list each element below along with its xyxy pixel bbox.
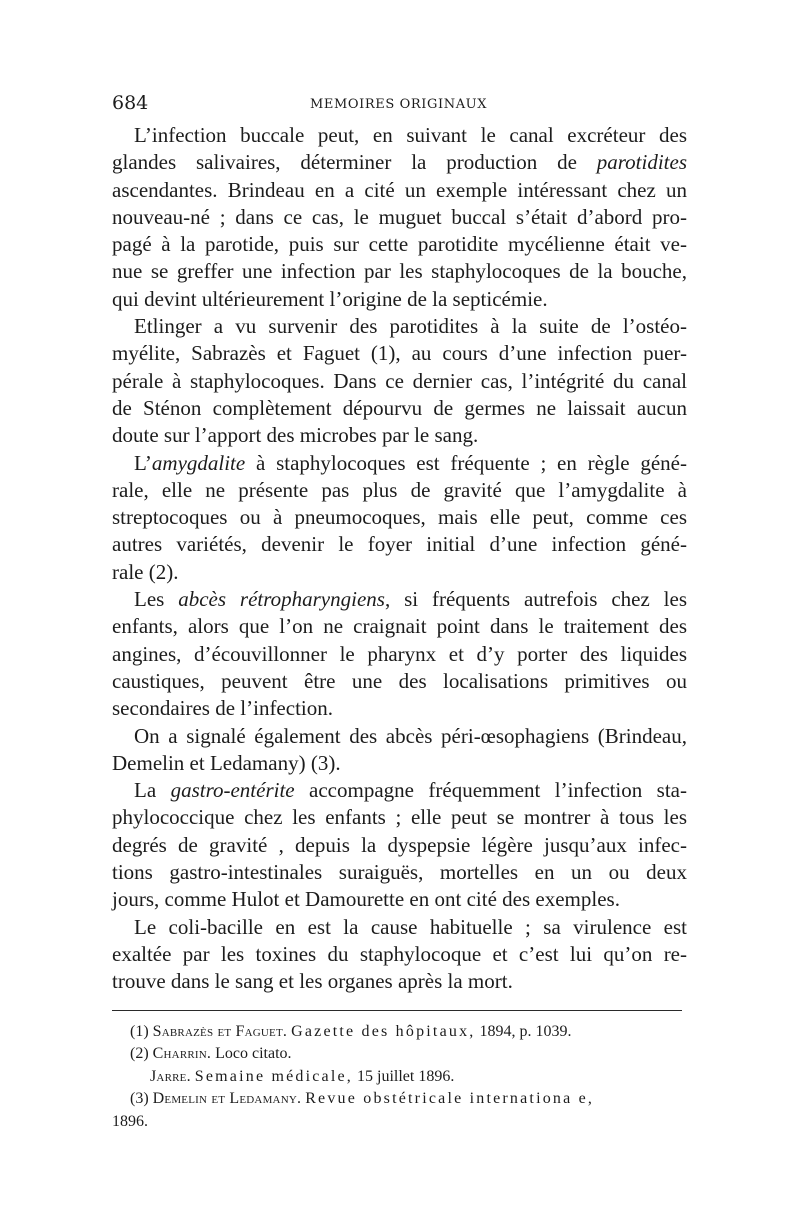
text-run: On a signalé également des abcès péri-œsophagiens (Brindeau, [134, 723, 687, 748]
italic-term: amygdalite [151, 450, 246, 475]
text-run: nue se greffer une infection par les staphylocoques de la bouche, [112, 259, 687, 284]
italic-term: gastro-entérite [170, 778, 295, 803]
footnote-3 [112, 1088, 687, 1111]
text-run: enfants, alors que l’on ne craignait point dans le traitement des [112, 614, 687, 639]
text-run: L’infection buccale peut, en suivant le canal excréteur des [134, 123, 687, 147]
text-run: rale, elle ne présente pas plus de gravité que l’amygdalite à [112, 477, 687, 502]
text-line [112, 886, 687, 913]
text-run: streptocoques ou à pneumocoques, mais elle peut, comme ces [112, 505, 687, 530]
page-header [112, 92, 687, 122]
text-line [112, 177, 687, 204]
text-line [112, 368, 687, 395]
paragraph-coli-bacille [112, 914, 687, 996]
text-run: L’amygdalite à staphylocoques est fréquente ; en règle géné- [134, 450, 687, 475]
footnote-authors: Jarre. [150, 1067, 191, 1085]
text-line [112, 832, 687, 859]
text-line [112, 914, 687, 941]
footnote-reference: Loco citato. [215, 1045, 292, 1062]
text-line [112, 559, 687, 586]
text-line [112, 422, 687, 449]
italic-term: abcès rétropharyngiens [178, 587, 385, 612]
text-line [112, 149, 687, 176]
text-run: phylococcique chez les enfants ; elle peut se montrer à tous les [112, 805, 687, 830]
footnote-journal: Gazette des hôpitaux, [291, 1022, 476, 1040]
footnote-marker: (2) [130, 1045, 149, 1062]
text-line [112, 122, 687, 149]
page [112, 92, 687, 1133]
text-line [112, 613, 687, 640]
footnote-journal: Semaine médicale, [194, 1067, 354, 1085]
text-run: doute sur l’apport des microbes par le sang. [112, 423, 479, 448]
paragraph-gastro-enterite [112, 777, 687, 913]
text-line [112, 777, 687, 804]
footnote-marker: (3) [130, 1090, 149, 1107]
text-line [112, 750, 687, 777]
footnote-authors: Sabrazès et Faguet. [152, 1022, 288, 1040]
footnote-reference: 15 juillet 1896. [357, 1067, 455, 1085]
text-run: secondaires de l’infection. [112, 696, 333, 721]
text-line [112, 531, 687, 558]
footnote-reference: 1894, p. 1039. [479, 1022, 572, 1040]
text-line [112, 286, 687, 313]
text-line [112, 313, 687, 340]
text-run: pérale à staphylocoques. Dans ce dernier cas, l’intégrité du canal [112, 368, 687, 393]
footnote-2-continued [112, 1066, 687, 1089]
text-run: glandes salivaires, déterminer la production de parotidites [112, 150, 687, 175]
footnote-3-continued [112, 1111, 687, 1134]
italic-term: parotidites [596, 150, 687, 175]
text-run: qui devint ultérieurement l’origine de la septicémie. [112, 286, 548, 311]
page-number: 684 [112, 92, 149, 114]
paragraph-oesophagiens [112, 723, 687, 778]
paragraph-amygdalite [112, 450, 687, 586]
text-run: Les abcès rétropharyngiens, si fréquents autrefois chez les [134, 587, 688, 612]
paragraph-abces [112, 586, 687, 722]
text-line [112, 641, 687, 668]
text-run: La gastro-entérite accompagne fréquemment l’infection sta- [134, 778, 687, 803]
text-run: rale (2). [112, 559, 179, 584]
text-line [112, 477, 687, 504]
footnote-journal: Revue obstétricale internationa e, [305, 1090, 595, 1107]
text-line [112, 723, 687, 750]
footnote-reference: 1896. [112, 1112, 148, 1130]
text-run: myélite, Sabrazès et Faguet (1), au cours d’une infection puer- [112, 341, 687, 366]
footnotes [112, 1021, 687, 1134]
running-head: MEMOIRES ORIGINAUX [310, 97, 488, 112]
text-line [112, 504, 687, 531]
text-run: degrés de gravité , depuis la dyspepsie légère jusqu’aux infec- [112, 832, 687, 857]
text-run: ascendantes. Brindeau en a cité un exemple intéressant chez un [112, 177, 687, 202]
text-run: jours, comme Hulot et Damourette en ont cité des exemples. [112, 887, 620, 912]
footnote-authors: Demelin et Ledamany. [152, 1090, 302, 1107]
footnote-authors: Charrin. [152, 1045, 212, 1062]
text-line [112, 231, 687, 258]
footnote-2 [112, 1043, 687, 1066]
footnote-rule [112, 1010, 682, 1011]
text-line [112, 804, 687, 831]
footnote-1 [112, 1021, 687, 1044]
text-run: trouve dans le sang et les organes après la mort. [112, 969, 513, 994]
text-run: angines, d’écouvillonner le pharynx et d’y porter des liquides [112, 641, 687, 666]
text-run: Demelin et Ledamany) (3). [112, 750, 341, 775]
text-run: caustiques, peuvent être une des localisations primitives ou [112, 668, 687, 693]
text-line [112, 258, 687, 285]
text-run: exaltée par les toxines du staphylocoque et c’est lui qu’on re- [112, 941, 687, 966]
text-line [112, 695, 687, 722]
footnote-marker: (1) [130, 1022, 149, 1040]
text-line [112, 859, 687, 886]
text-run: Etlinger a vu survenir des parotidites à la suite de l’ostéo- [134, 314, 687, 339]
text-run: pagé à la parotide, puis sur cette parotidite mycélienne était ve- [112, 232, 687, 257]
text-line [112, 450, 687, 477]
text-run: tions gastro-intestinales suraiguës, mortelles en un ou deux [112, 860, 687, 885]
text-run: nouveau-né ; dans ce cas, le muguet buccal s’était d’abord pro- [112, 204, 687, 229]
text-line [112, 204, 687, 231]
paragraph-parotidites [112, 122, 687, 313]
text-run: autres variétés, devenir le foyer initial d’une infection géné- [112, 532, 687, 557]
text-line [112, 340, 687, 367]
text-line [112, 586, 687, 613]
text-run: de Sténon complètement dépourvu de germes ne laissait aucun [112, 395, 687, 420]
text-line [112, 968, 687, 995]
body-text [112, 122, 687, 996]
paragraph-etlinger [112, 313, 687, 449]
text-run: Le coli-bacille en est la cause habituelle ; sa virulence est [134, 914, 687, 939]
text-line [112, 941, 687, 968]
text-line [112, 395, 687, 422]
text-line [112, 668, 687, 695]
